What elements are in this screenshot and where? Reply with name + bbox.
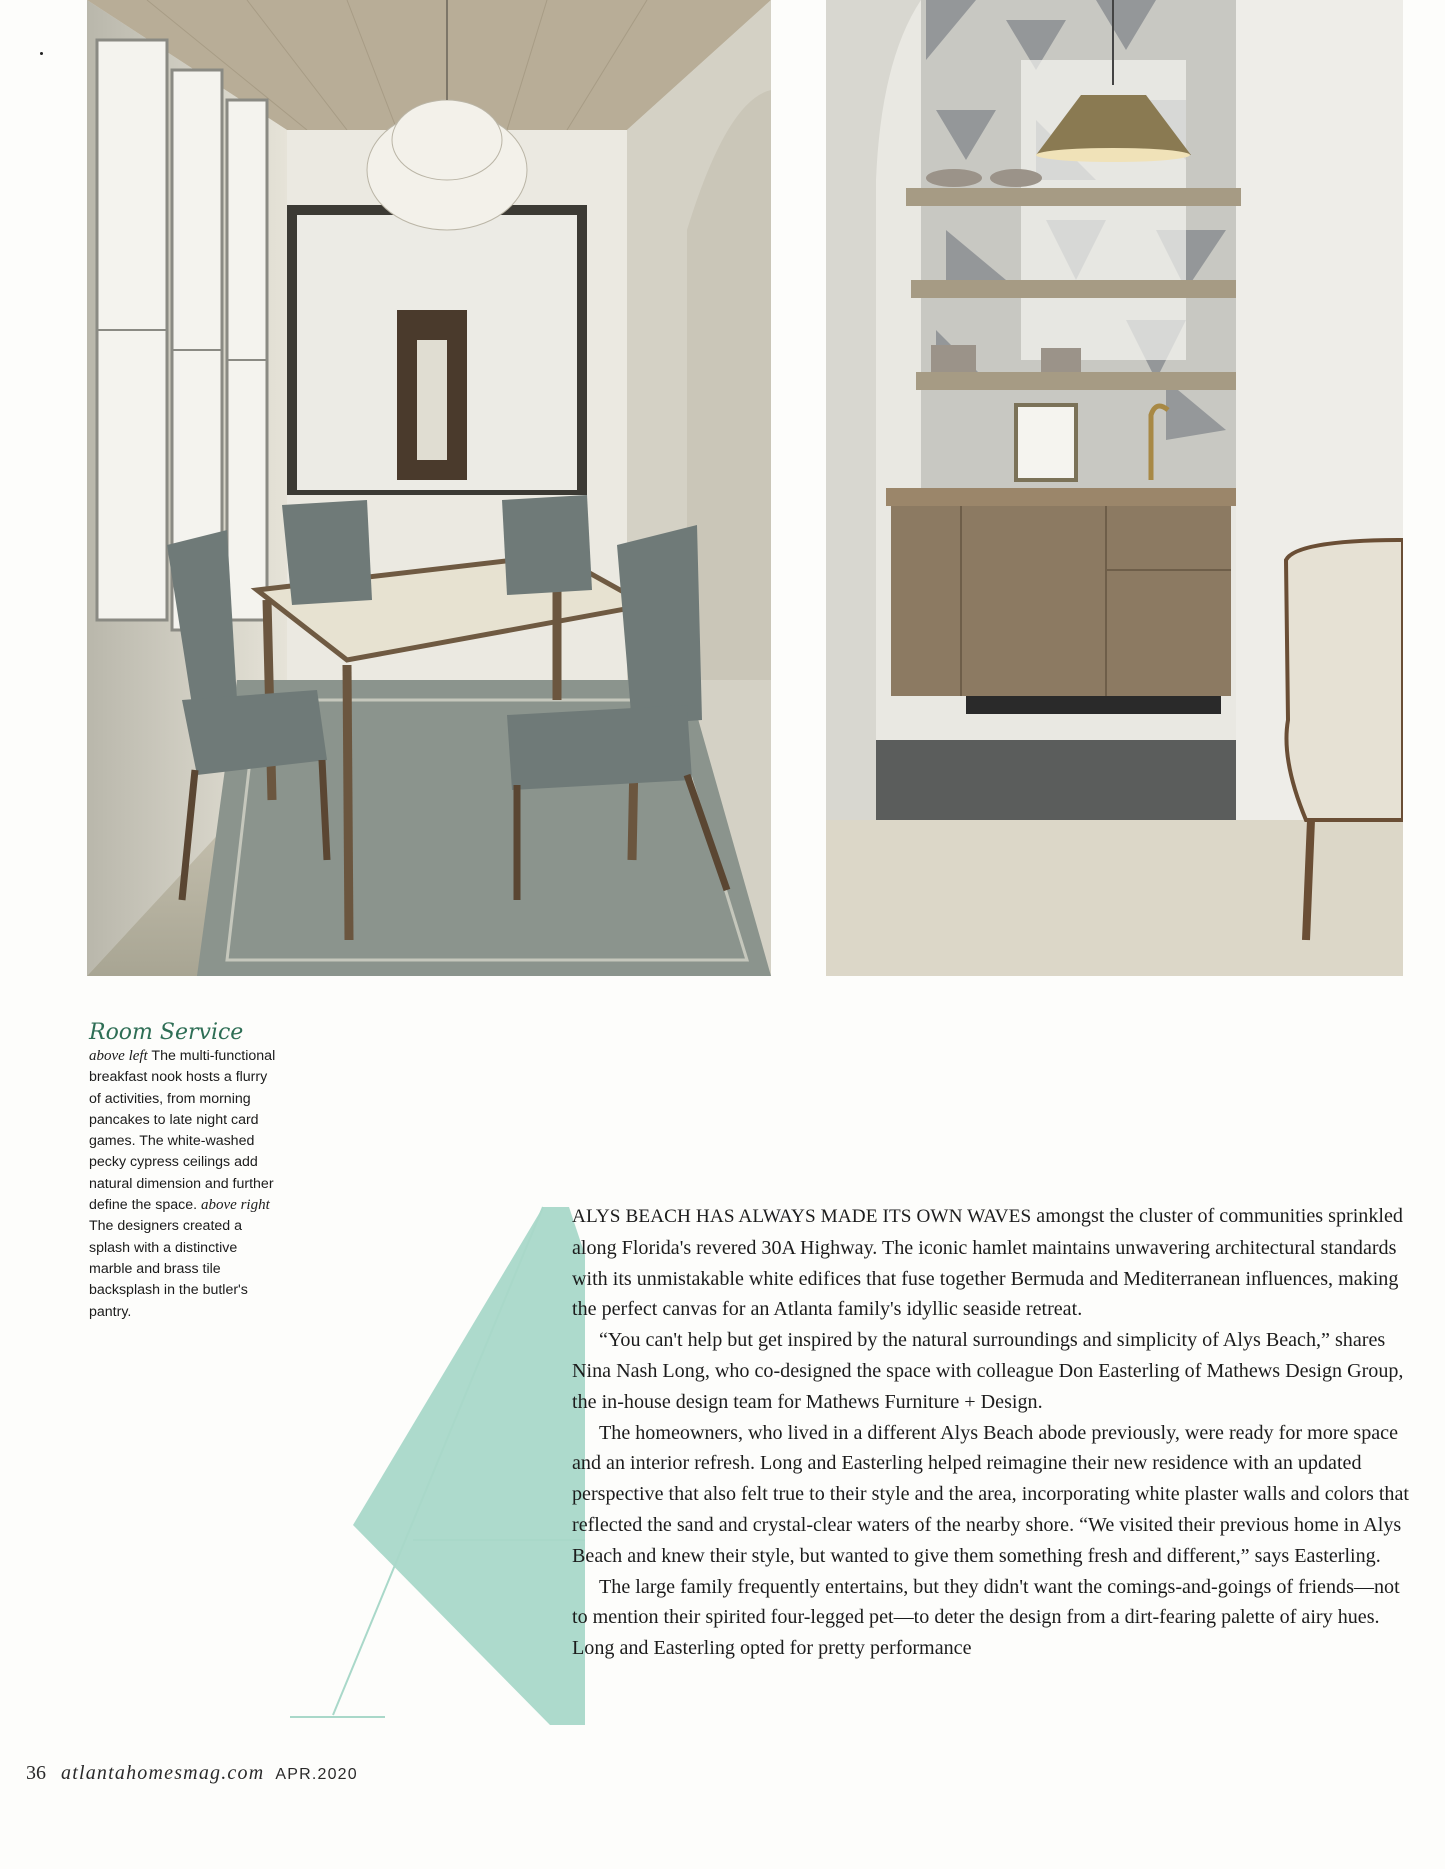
page-number: 36 — [26, 1762, 46, 1784]
caption-label-right: above right — [201, 1197, 270, 1214]
photo-breakfast-nook — [87, 0, 771, 976]
issue-date: APR.2020 — [275, 1766, 358, 1783]
paragraph-2: “You can't help but get inspired by the natural surroundings and simplicity of Alys Beach,” shares Nina Nash Long, who co-designed the space with colleague Don Easterling of Mathews Design Group, the in-house design team for Mathews Furniture + Design. — [572, 1329, 1404, 1413]
photo-caption — [89, 1020, 279, 1323]
drop-cap-letter — [285, 1195, 585, 1725]
paragraph-3: The homeowners, who lived in a different Alys Beach abode previously, were ready for more space and an interior refresh. Long and Easterling helped reimagine their new residence with an updated perspective that also felt true to their style and the area, incorporating white plaster walls and colors that reflected the sand and crystal-clear waters of the nearby shore. “We visited their previous home in Alys Beach and knew their style, but wanted to give them something fresh and different,” says Easterling. — [572, 1421, 1409, 1567]
caption-text-right: The designers created a splash with a distinctive marble and brass tile backsplash in the butler's pantry. — [89, 1218, 248, 1320]
lead-in: ALYS BEACH HAS ALWAYS MADE ITS OWN WAVES — [572, 1206, 1032, 1227]
caption-label-left: above left — [89, 1048, 148, 1064]
breakfast-nook-illustration — [87, 0, 771, 976]
article-body — [572, 1201, 1410, 1664]
website-url: atlantahomesmag.com — [61, 1762, 265, 1784]
paragraph-1-text: amongst the cluster of communities sprinkled along Florida's revered 30A Highway. The iconic hamlet maintains unwavering architectural standards with its unmistakable white edifices that fuse together Bermuda and Mediterranean influences, making the perfect canvas for an Atlanta family's idyllic seaside retreat. — [572, 1205, 1403, 1321]
print-speck — [40, 52, 43, 55]
caption-text-left: The multi-functional breakfast nook hosts a flurry of activities, from morning pancakes to late night card games. The white-washed pecky cypress ceilings add natural dimension and further define the space. — [89, 1048, 276, 1214]
photo-butlers-pantry — [826, 0, 1403, 976]
butlers-pantry-illustration — [826, 0, 1403, 976]
caption-title: Room Service — [89, 1020, 244, 1045]
paragraph-4: The large family frequently entertains, but they didn't want the comings-and-goings of friends—not to mention their spirited four-legged pet—to deter the design from a dirt-fearing palette of airy hues. Long and Easterling opted for pretty performance — [572, 1575, 1400, 1660]
paragraph-1 — [572, 1201, 1410, 1325]
page-footer — [26, 1762, 626, 1792]
